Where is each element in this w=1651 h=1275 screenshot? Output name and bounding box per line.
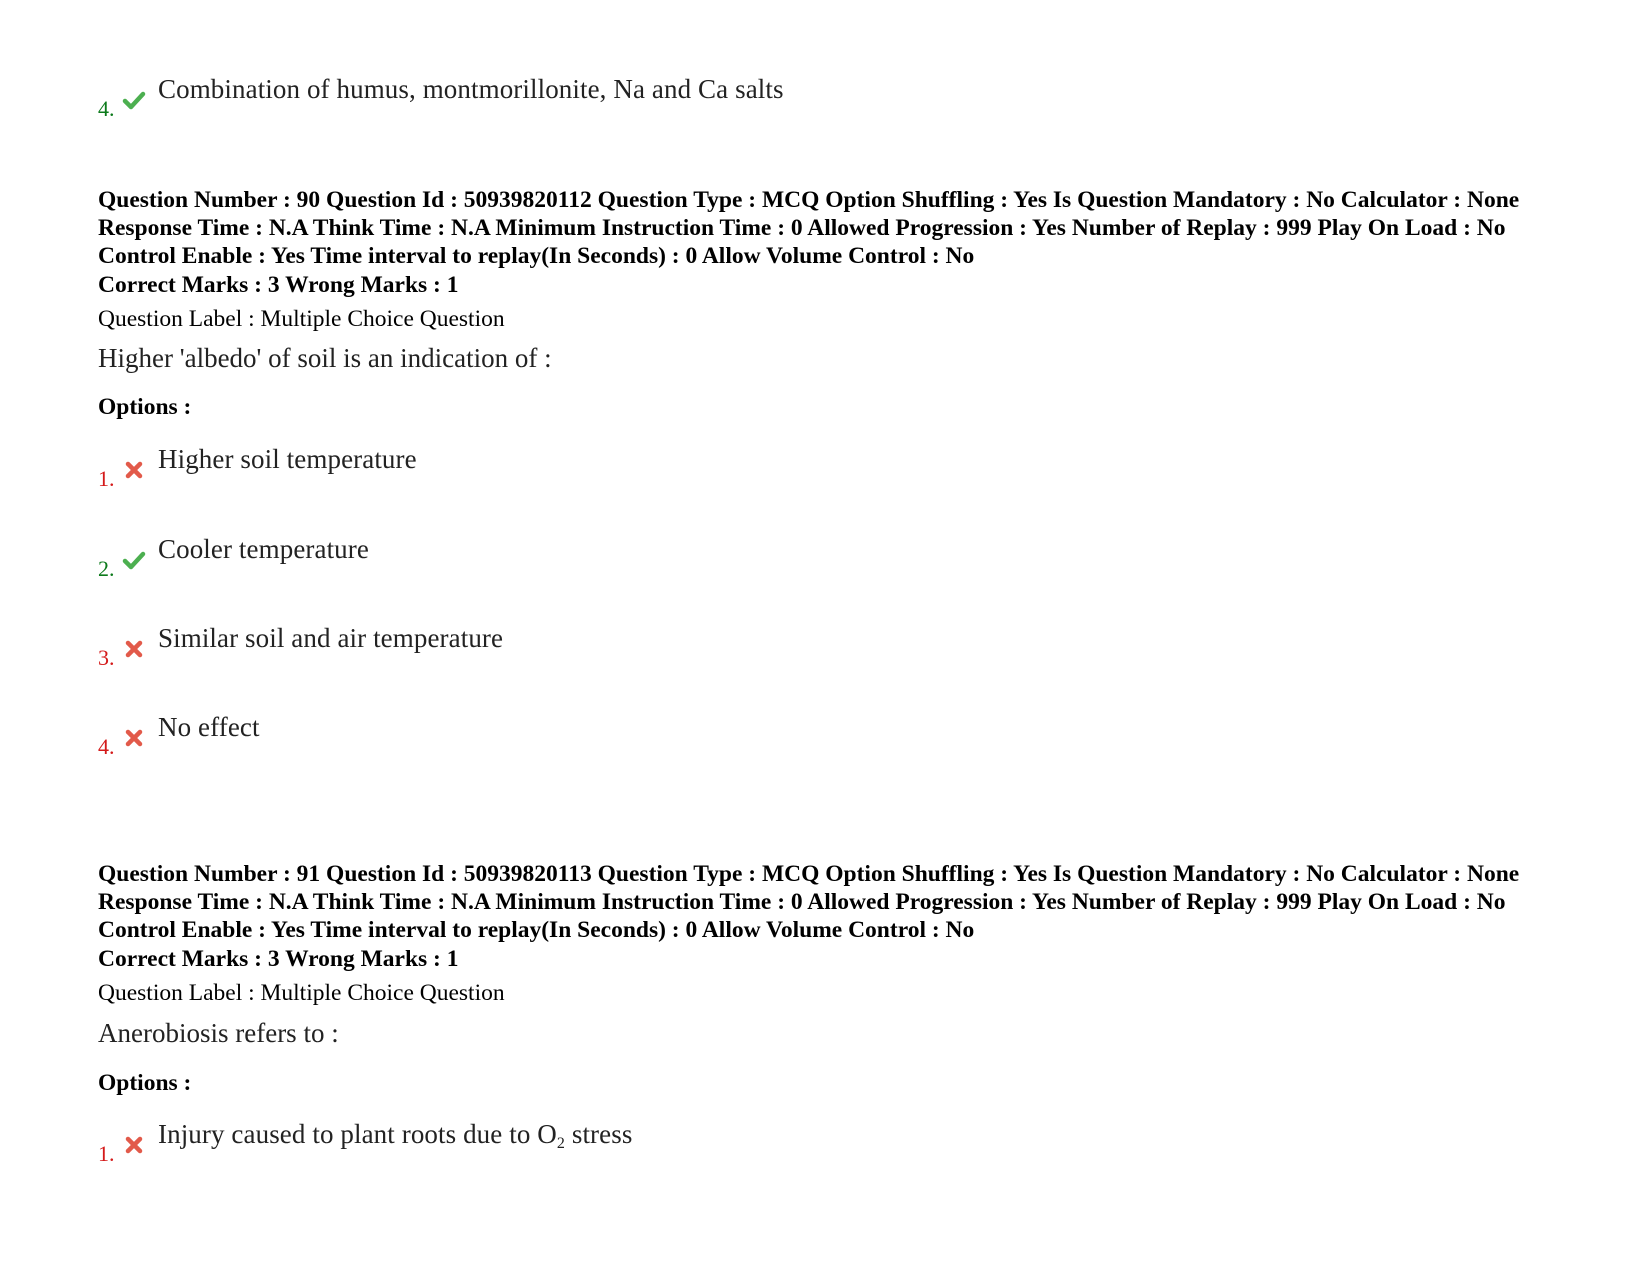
option-text: No effect: [158, 712, 260, 742]
question-90-marks: Correct Marks : 3 Wrong Marks : 1: [98, 272, 459, 298]
option-number: 1.: [98, 466, 115, 491]
option-text: Cooler temperature: [158, 534, 369, 564]
question-90-label: Question Label : Multiple Choice Question: [98, 306, 505, 332]
subscript-2: 2: [556, 1135, 565, 1152]
question-90-options-title: Options :: [98, 394, 192, 420]
question-90-text: Higher 'albedo' of soil is an indication of :: [98, 343, 552, 373]
option-text: Higher soil temperature: [158, 444, 417, 474]
option-number: 4.: [98, 734, 115, 759]
option-text: Similar soil and air temperature: [158, 623, 504, 653]
question-91-meta: Question Number : 91 Question Id : 50939820113 Question Type : MCQ Option Shuffling : Yes Is Question Mandatory : No Calculator : None Response Time : N.A Think Time : N.A Minimum Instruction Time : 0 Allowed Progression : Yes Number of Replay : 999 Play On Load : No Control Enable : Yes Time interval to replay(In Seconds) : 0 Allow Volume Control : No: [98, 861, 1520, 943]
option-text-main: Injury caused to plant roots due to O: [158, 1119, 557, 1149]
question-91-text: Anerobiosis refers to :: [98, 1018, 339, 1048]
option-text-tail: stress: [564, 1119, 633, 1149]
question-91-label: Question Label : Multiple Choice Question: [98, 980, 505, 1006]
option-text: [158, 1119, 632, 1153]
question-90-meta: Question Number : 90 Question Id : 50939820112 Question Type : MCQ Option Shuffling : Yes Is Question Mandatory : No Calculator : None Response Time : N.A Think Time : N.A Minimum Instruction Time : 0 Allowed Progression : Yes Number of Replay : 999 Play On Load : No Control Enable : Yes Time interval to replay(In Seconds) : 0 Allow Volume Control : No: [98, 187, 1520, 269]
check-icon: [122, 548, 146, 572]
option-number: 4.: [98, 96, 115, 121]
option-text: Combination of humus, montmorillonite, Na and Ca salts: [158, 74, 784, 104]
question-91-marks: Correct Marks : 3 Wrong Marks : 1: [98, 946, 459, 972]
cross-icon: [122, 637, 146, 661]
cross-icon: [122, 1133, 146, 1157]
check-icon: [122, 88, 146, 112]
option-number: 2.: [98, 556, 115, 581]
cross-icon: [122, 726, 146, 750]
cross-icon: [122, 458, 146, 482]
question-91-options-title: Options :: [98, 1070, 192, 1096]
option-number: 1.: [98, 1141, 115, 1166]
option-number: 3.: [98, 645, 115, 670]
